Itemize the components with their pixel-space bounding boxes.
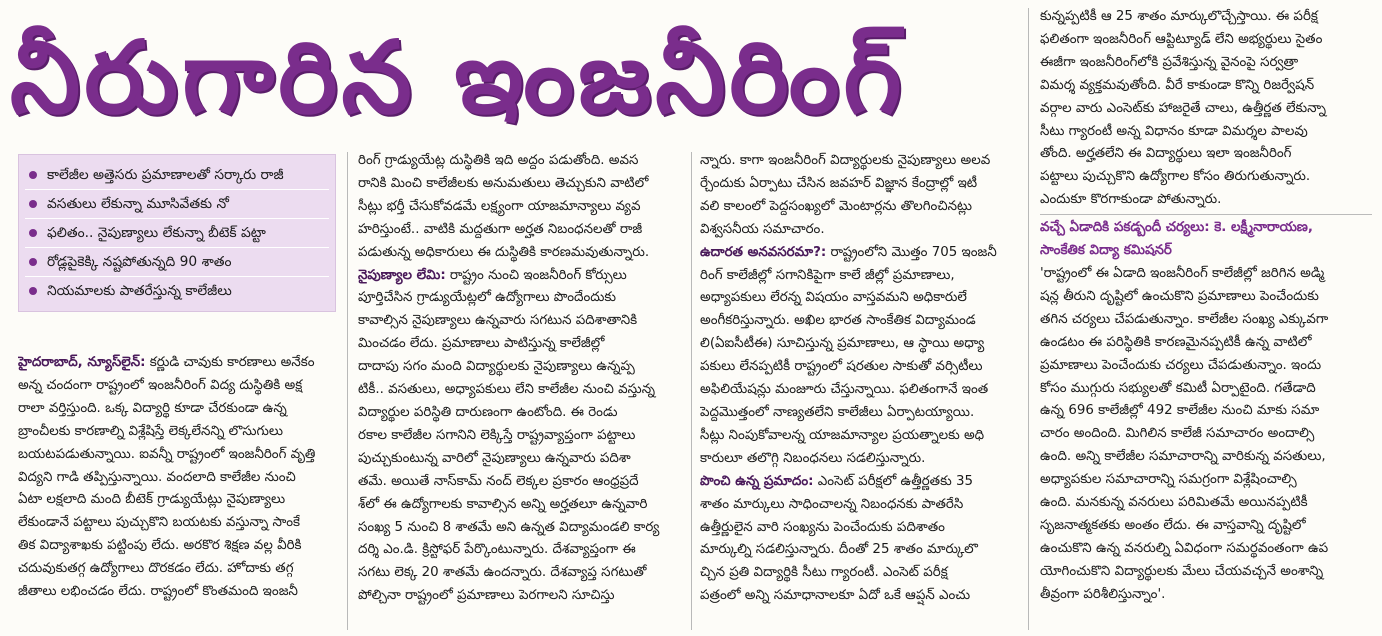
text-line: పొంచి ఉన్న ప్రమాదం: ఎంసెట్ పరీక్షలో ఉత్తీర్ణతకు 35: [700, 473, 973, 489]
column-divider: [1028, 8, 1029, 630]
article-column-2: [358, 150, 682, 608]
text-line: పెద్దమొత్తంలో నాణ్యతలేని కాలేజీలు ఏర్పాటయ్యాయి.: [700, 404, 975, 420]
text-line: మించడం లేదు. ప్రమాణాలు పాటిస్తున్న కాలేజీల్లో: [358, 336, 605, 352]
text-line: విద్యని గాడి తప్పిస్తున్నాయి. వందలాది కాలేజీల నుంచి: [18, 469, 296, 485]
text-line: యోగించుకొని విద్యార్థులకు మేలు చేయవచ్చనే అంశాన్ని: [1040, 563, 1324, 579]
headline: నీరుగారిన ఇంజనీరింగ్: [10, 19, 906, 136]
text-line: సీట్లు నింపుకోవాలన్న యాజమాన్యాల ప్రయత్నాలకు అధి: [700, 427, 985, 443]
column-divider: [691, 152, 692, 630]
text-line: ర్చేందుకు ఏర్పాటు చేసిన జవహర్ విజ్ఞాన కేంద్రాల్లో ఇటీ: [700, 175, 978, 191]
text-line: వలి కాలంలో పెద్దసంఖ్యలో మెంటార్లను తొలగించినట్లు: [700, 198, 972, 214]
text-line: కారులూ తలొగ్గి నిబంధనలు సడలిస్తున్నారు.: [700, 450, 926, 466]
text-line: తిక విద్యాశాఖకు పట్టింపు లేదు. అరకొర శిక్షణ వల్ల వీరికి: [18, 538, 302, 554]
text-line: రానికి మించి కాలేజీలకు అనుమతులు తెచ్చుకుని వాటిలో: [358, 175, 649, 191]
text-line: లేకుండానే పట్టాలు పుచ్చుకొని బయటకు వస్తున్నా సాంకే: [18, 515, 300, 531]
text-line: అన్న చందంగా రాష్ట్రంలో ఇంజనీరింగ్ విద్య దుస్థితికి అక్ష: [18, 377, 303, 393]
text-line: శాతం మార్కులు సాధించాలన్న నిబంధనకు పాతరేసి: [700, 496, 964, 512]
text-line: తోంది. అర్హతలేని ఈ విద్యార్థులు ఇలా ఇంజనీరింగ్: [1040, 146, 1292, 162]
text-line: సంఖ్య 5 నుంచి 8 శాతమే అని ఉన్నత విద్యామండలి కార్య: [358, 519, 660, 535]
text-line: చ్చిన ప్రతి విద్యార్థికి సీటు గ్యారంటీ. ఎంసెట్ పరీక్ష: [700, 565, 948, 581]
text-line: టికీ.. వసతులు, అధ్యాపకులు లేని కాలేజీల నుంచి వస్తున్న: [358, 382, 656, 398]
text-line: బయటపడుతున్నాయి. ఐవన్నీ రాష్ట్రంలో ఇంజనీరింగ్ వృత్తి: [18, 446, 316, 462]
text-line: పకులు లేనప్పటికీ రాష్ట్రంలో షరతుల సాకుతో వర్సిటీలు: [700, 359, 983, 375]
text-line: ఉంది. మనకున్న వనరులు పరిమితమే అయినప్పటికీ: [1040, 495, 1308, 511]
text-line: మార్కుల్ని సడలిస్తున్నారు. దీంతో 25 శాతం మార్కులొ: [700, 542, 978, 558]
text-line: సృజనాత్మకతకు అంతం లేదు. ఈ వాస్తవాన్ని దృష్టిలో: [1040, 517, 1306, 533]
text-line: రకాల కాలేజీల సగానిని లెక్కిస్తే రాష్ట్రవ్యాప్తంగా పట్టాలు: [358, 427, 636, 443]
text-line: జీతాలు లభించడం లేదు. రాష్ట్రంలో కొంతమంది ఇంజనీ: [18, 584, 298, 600]
text-line: ప్రమాణాలు పెంచేందుకు చర్యలు చేపడుతున్నాం. ఇందు: [1040, 357, 1322, 373]
text-line: షన్ల తీరుని దృష్టిలో ఉంచుకొని ప్రమాణాలు పెంచేందుకు: [1040, 288, 1319, 304]
text-line: రాలా వర్తిస్తుంది. ఒక్క విద్యార్థి కూడా చేరకుండా ఉన్న: [18, 400, 287, 416]
text-line: ఉంచుకొని ఉన్న వనరుల్ని ఏవిధంగా సమర్థవంతంగా ఉప: [1040, 540, 1329, 556]
text-line: తగిన చర్యలు చేపడుతున్నాం. కాలేజీల సంఖ్య ఎక్కువగా: [1040, 311, 1329, 327]
text-line: అంగీకరిస్తున్నారు. అఖిల భారత సాంకేతిక విద్యామండ: [700, 313, 976, 329]
text-line: ఉన్న 696 కాలేజీల్లో 492 కాలేజీల నుంచి మాకు సమా: [1040, 403, 1320, 419]
highlights-box: [18, 154, 336, 312]
highlight-item: ఫలితం.. నైపుణ్యాలు లేకున్నా బీటెక్ పట్టా: [25, 219, 329, 248]
text-line: పత్రంలో అన్ని సమాధానాలకూ ఏదో ఒకే ఆప్షన్ ఎంచు: [700, 588, 971, 604]
text-line: తమే. అయితే నాస్‌కామ్ నంద్ లెక్కల ప్రకారం ఆంధ్రప్రదే: [358, 473, 639, 489]
text-line: కావాల్సిన నైపుణ్యాలు ఉన్నవారు సగటున పదిశాతానికి: [358, 313, 638, 329]
text-line: సగటు లెక్క 20 శాతమే ఉందన్నారు. దేశవ్యాప్త సగటుతో: [358, 565, 647, 581]
text-line: పడుతున్న అధికారులు ఈ దుస్థితికి కారణమవుతున్నారు.: [358, 244, 650, 260]
text-line: చారం అందింది. మిగిలిన కాలేజీ సమాచారం అందాల్సి: [1040, 426, 1315, 442]
text-line: విశ్వసనీయ సమాచారం.: [700, 221, 825, 237]
section-rule: [1040, 214, 1372, 215]
text-line: సీట్లు భర్తీ చేసుకోవడమే లక్ష్యంగా యాజమాన్యాలు వ్యవ: [358, 198, 641, 214]
article-column-4: [1040, 6, 1372, 607]
text-line: బ్రాంచీలకు కారణాల్ని విశ్లేషిస్తే లెక్కలేనన్ని లొసుగులు: [18, 423, 284, 439]
bullet-icon: [29, 287, 37, 295]
text-line: లి(ఏఐసీటీఈ) సూచిస్తున్న ప్రమాణాలు, ఆ స్థాయి అధ్యా: [700, 336, 985, 352]
text-line: ఉంది. అన్ని కాలేజీల సమాచారాన్ని వారికున్న వసతులు,: [1040, 449, 1326, 465]
bullet-icon: [29, 171, 37, 179]
text-line: విద్యార్థుల పరిస్థితి దారుణంగా ఉంటోంది. ఈ రెండు: [358, 404, 618, 420]
text-line: రింగ్ కాలేజీల్లో సగానికిపైగా కాలే జీల్లో ప్రమాణాలు,: [700, 267, 955, 283]
highlight-item: వసతులు లేకున్నా మూసివేతకు నో: [25, 190, 329, 219]
highlight-item: కాలేజీల అత్తెసరు ప్రమాణాలతో సర్కారు రాజీ: [25, 161, 329, 190]
text-line: దర్శి ఎం.డి. క్రిస్టోఫర్ పేర్కొంటున్నారు. దేశవ్యాప్తంగా ఈ: [358, 542, 636, 558]
text-line: శ్‌లో ఈ ఉద్యోగాలకు కావాల్సిన అన్ని అర్హతలూ ఉన్నవారి: [358, 496, 648, 512]
text-line: రింగ్ గ్రాడ్యుయేట్ల దుస్థితికి ఇది అద్దం పడుతోంది. అవస: [358, 153, 639, 168]
subheading-line: వచ్చే ఏడాదికి పకడ్బందీ చర్యలు: కె. లక్ష్మీనారాయణ,: [1040, 220, 1313, 236]
text-line: ఉదారత అనవసరమా?: రాష్ట్రంలోని మొత్తం 705 ఇంజనీ: [700, 244, 997, 260]
text-line: తీవ్రంగా పరిశీలిస్తున్నాం'.: [1040, 586, 1166, 602]
text-line: సీటు గ్యారంటీ అన్న విధానం కూడా విమర్శల పాలవు: [1040, 123, 1308, 139]
text-line: హైదరాబాద్, న్యూస్‌లైన్: కర్ణుడి చావుకు కారణాలు అనేకం: [18, 355, 315, 370]
highlight-item: రోడ్లపైకెక్కి నష్టపోతున్నది 90 శాతం: [25, 248, 329, 277]
text-line: కోసం ముగ్గురు సభ్యులతో కమిటీ ఏర్పాటైంది. గతేడాది: [1040, 380, 1316, 396]
text-line: నైపుణ్యాల లేమి: రాష్ట్రం నుంచి ఇంజనీరింగ్ కోర్సులు: [358, 267, 627, 283]
text-line: ఉండటం ఈ పరిస్థితికి కారణమైనప్పటికీ ఉన్న వాటిలో: [1040, 334, 1312, 350]
text-line: ఈజీగా ఇంజనీరింగ్‌లోకి ప్రవేశిస్తున్న వైనంపై సర్వత్రా: [1040, 54, 1299, 70]
bullet-icon: [29, 200, 37, 208]
text-line: పూర్తిచేసిన గ్రాడ్యుయేట్లలో ఉద్యోగాలు పొందేందుకు: [358, 290, 616, 306]
text-line: పట్టాలు పుచ్చుకొని ఉద్యోగాల కోసం తిరుగుతున్నారు.: [1040, 169, 1311, 185]
text-line: అధ్యాపకుల సమాచారాన్ని సమగ్రంగా విశ్లేషించాల్సి: [1040, 472, 1297, 488]
subheading-line: సాంకేతిక విద్యా కమిషనర్: [1040, 243, 1172, 259]
text-line: చదువుకుతగ్గ ఉద్యోగాలు దొరకడం లేదు. హోదాకు తగ్గ: [18, 561, 294, 577]
text-line: కున్నప్పటికీ ఆ 25 శాతం మార్కులొచ్చేస్తాయి. ఈ పరీక్ష: [1040, 9, 1318, 24]
text-line: పోల్చినా రాష్ట్రంలో ప్రమాణాలు పెరగాలని సూచిస్తు: [358, 588, 615, 604]
text-line: ఉత్తీర్ణులైన వారి సంఖ్యను పెంచేందుకు పదిశాతం: [700, 519, 945, 535]
text-line: ఫలితంగా ఇంజనీరింగ్ ఆప్టిట్యూడ్ లేని అభ్యర్థులు సైతం: [1040, 31, 1323, 47]
column-divider: [347, 152, 348, 630]
text-line: అఫిలియేషన్లు మంజూరు చేస్తున్నాయి. ఫలితంగానే ఇంత: [700, 382, 989, 398]
text-line: ఏటా లక్షలాది మంది బీటెక్ గ్రాడ్యుయేట్లు నైపుణ్యాలు: [18, 492, 286, 508]
text-line: హరిస్తుంటే.. వాటికి మద్దతుగా అర్హత నిబంధనలతో రాజీ: [358, 221, 643, 237]
text-line: వర్గాల వారు ఎంసెట్‌కు హాజరైతే చాలు, ఉత్తీర్ణత లేకున్నా: [1040, 100, 1326, 116]
text-line: 'రాష్ట్రంలో ఈ ఏడాది ఇంజనీరింగ్ కాలేజీల్లో జరిగిన అడ్మి: [1040, 265, 1325, 281]
text-line: ఎందుకూ కొరగాకుండా పోతున్నారు.: [1040, 192, 1222, 208]
bullet-icon: [29, 229, 37, 237]
article-column-1: [18, 352, 336, 604]
text-line: విమర్శ వ్యక్తమవుతోంది. వీరే కాకుండా కొన్ని రిజర్వేషన్: [1040, 77, 1315, 93]
text-line: పుచ్చుకుంటున్న వారిలో నైపుణ్యాలు ఉన్నవారు పదిశా: [358, 450, 631, 466]
text-line: దాదాపు సగం మంది విద్యార్థులకు నైపుణ్యాలు ఉన్నప్ప: [358, 359, 635, 375]
text-line: న్నారు. కాగా ఇంజనీరింగ్ విద్యార్థులకు నైపుణ్యాలు అలవ: [700, 153, 991, 168]
highlight-item: నియమాలకు పాతరేస్తున్న కాలేజీలు: [25, 277, 329, 305]
article-column-3: [700, 150, 1022, 608]
bullet-icon: [29, 258, 37, 266]
text-line: అధ్యాపకులు లేరన్న విషయం వాస్తవమని అధికారులే: [700, 290, 967, 306]
